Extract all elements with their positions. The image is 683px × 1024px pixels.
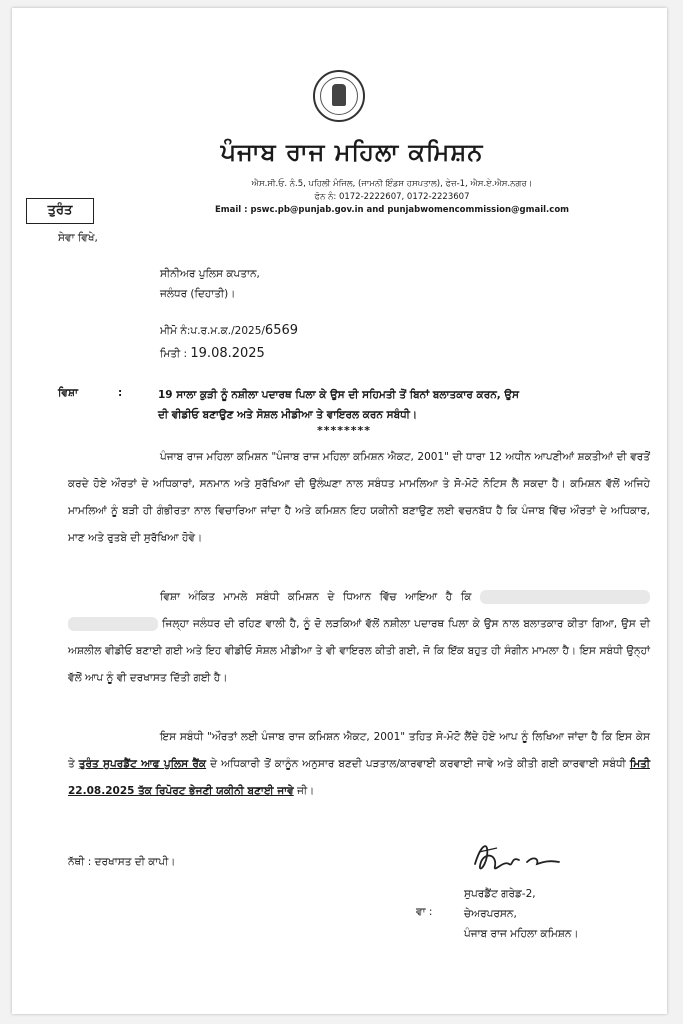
signature-block <box>464 884 579 944</box>
redacted-address <box>68 617 158 631</box>
paragraph-2-start: ਵਿਸ਼ਾ ਅੰਕਿਤ ਮਾਮਲੇ ਸਬੰਧੀ ਕਮਿਸ਼ਨ ਦੇ ਧਿਆਨ ਵਿੱਚ ਆਇਆ ਹੈ ਕਿ <box>160 591 472 603</box>
paragraph-3-middle: ਦੇ ਅਧਿਕਾਰੀ ਤੋਂ ਕਾਨੂੰਨ ਅਨੁਸਾਰ ਬਣਦੀ ਪੜਤਾਲ/ਕਾਰਵਾਈ ਕਰਵਾਈ ਜਾਵੇ ਅਤੇ ਕੀਤੀ ਗਈ ਕਾਰਵਾਈ ਸਬੰਧੀ <box>206 758 630 770</box>
subject-line-2: ਦੀ ਵੀਡੀਓ ਬਣਾਉਣ ਅਤੇ ਸੋਸ਼ਲ ਮੀਡੀਆ ਤੇ ਵਾਇਰਲ ਕਰਨ ਸਬੰਧੀ। <box>158 409 418 421</box>
paragraph-3-start: ਇਸ ਸਬੰਧੀ "ਔਰਤਾਂ ਲਈ ਪੰਜਾਬ ਰਾਜ ਕਮਿਸ਼ਨ ਐਕਟ, 2001" ਤਹਿਤ ਸੋ-ਮੋਟੋ ਲੈਂਦੇ ਹੋਏ ਆਪ ਨੂੰ ਲਿਖਿਆ ਜਾਂਦਾ ਹੈ ਕਿ ਇਸ ਕੇਸ ਤੇ <box>68 731 650 770</box>
paragraph-1: ਪੰਜਾਬ ਰਾਜ ਮਹਿਲਾ ਕਮਿਸ਼ਨ "ਪੰਜਾਬ ਰਾਜ ਮਹਿਲਾ ਕਮਿਸ਼ਨ ਐਕਟ, 2001" ਦੀ ਧਾਰਾ 12 ਅਧੀਨ ਆਪਣੀਆਂ ਸ਼ਕਤੀਆਂ ਦੀ ਵਰਤੋਂ ਕਰਦੇ ਹੋਏ ਔਰਤਾਂ ਦੇ ਅਧਿਕਾਰਾਂ, ਸਨਮਾਨ ਅਤੇ ਸੁਰੱਖਿਆ ਦੀ ਉਲੰਘਣਾ ਨਾਲ ਸਬੰਧਤ ਮਾਮਲਿਆ ਤੇ ਸੋ-ਮੋਟੋ ਨੋਟਿਸ ਲੈ ਸਕਦਾ ਹੈ। ਕਮਿਸ਼ਨ ਵੱਲੋਂ ਅਜਿਹੇ ਮਾਮਲਿਆਂ ਨੂੰ ਬੜੀ ਹੀ ਗੰਭੀਰਤਾ ਨਾਲ ਵਿਚਾਰਿਆ ਜਾਂਦਾ ਹੈ ਅਤੇ ਕਮਿਸ਼ਨ ਇਹ ਯਕੀਨੀ ਬਣਾਉਣ ਲਈ ਵਚਨਬੱਧ ਹੈ ਕਿ ਪੰਜਾਬ ਵਿੱਚ ਔਰਤਾਂ ਦੇ ਅਧਿਕਾਰ, ਮਾਣ ਅਤੇ ਰੁਤਬੇ ਦੀ ਸੁਰੱਖਿਆ ਹੋਵੇ। <box>68 451 650 544</box>
letterhead-email: Email : pswc.pb@punjab.gov.in and punjabwomencommission@gmail.com <box>214 205 570 215</box>
subject-line-1: 19 ਸਾਲਾ ਕੁੜੀ ਨੂੰ ਨਸ਼ੀਲਾ ਪਦਾਰਥ ਪਿਲਾ ਕੇ ਉਸ ਦੀ ਸਹਿਮਤੀ ਤੋਂ ਬਿਨਾਂ ਬਲਾਤਕਾਰ ਕਰਨ, ਉਸ <box>158 389 520 401</box>
recipient-location: ਜਲੰਧਰ (ਦਿਹਾਤੀ)। <box>160 288 236 300</box>
letterhead-phone: ਫੋਨ ਨੰ: 0172-2222607, 0172-2223607 <box>314 192 470 202</box>
redacted-name <box>480 590 650 604</box>
paragraph-3-end: ਜੀ। <box>293 785 315 797</box>
signature-commission: ਪੰਜਾਬ ਰਾਜ ਮਹਿਲਾ ਕਮਿਸ਼ਨ। <box>464 928 579 940</box>
subject-label: ਵਿਸ਼ਾ <box>58 387 78 399</box>
signature-chairperson: ਚੇਅਰਪਰਸਨ, <box>464 908 517 920</box>
subject-colon: : <box>118 387 123 399</box>
signature-designation: ਸੁਪਰਡੈਂਟ ਗਰੇਡ-2, <box>464 888 536 900</box>
memo-date <box>160 346 265 362</box>
paragraph-3-bold-deadline: ਮਿਤੀ 22.08.2025 ਤੱਕ ਰਿਪੋਰਟ ਭੇਜਣੀ ਯਕੀਨੀ ਬਣਾਈ ਜਾਵੇ <box>68 758 650 797</box>
memo-number-value: 6569 <box>264 323 299 338</box>
paragraph-3 <box>68 724 650 805</box>
letterhead-address: ਐਸ.ਸੀ.ਓ. ਨੰ.5, ਪਹਿਲੀ ਮੰਜਿਲ, (ਜਾਮਨੀ ਇੰਡਸ ਹਸਪਤਾਲ), ਫੇਜ਼-1, ਐਸ.ਏ.ਐਸ.ਨਗਰ। <box>251 179 533 189</box>
memo-label: ਮੀਮੋ ਨੰ:ਪ.ਰ.ਮ.ਕ./2025/ <box>160 325 265 337</box>
enclosure-note: ਨੱਥੀ : ਦਰਖਾਸਤ ਦੀ ਕਾਪੀ। <box>68 856 176 868</box>
subject-separator: ******** <box>317 424 372 437</box>
memo-date-value: 19.08.2025 <box>190 346 265 361</box>
handwritten-signature <box>467 834 577 884</box>
urgent-stamp: ਤੁਰੰਤ <box>26 198 94 224</box>
memo-number <box>160 323 298 339</box>
paragraph-2-rest: ਜਿਲ੍ਹਾ ਜਲੰਧਰ ਦੀ ਰਹਿਣ ਵਾਲੀ ਹੈ, ਨੂੰ ਦੋ ਲੜਕਿਆਂ ਵੱਲੋਂ ਨਸ਼ੀਲਾ ਪਦਾਰਥ ਪਿਲਾ ਕੇ ਉਸ ਨਾਲ ਬਲਾਤਕਾਰ ਕੀਤਾ ਗਿਆ, ਉਸ ਦੀ ਅਸ਼ਲੀਲ ਵੀਡੀਓ ਬਣਾਈ ਗਈ ਅਤੇ ਇਹ ਵੀਡੀਓ ਸੋਸ਼ਲ ਮੀਡੀਆ ਤੇ ਵੀ ਵਾਇਰਲ ਕੀਤੀ ਗਈ, ਜੋ ਕਿ ਇੱਕ ਬਹੁਤ ਹੀ ਸੰਗੀਨ ਮਾਮਲਾ ਹੈ। ਇਸ ਸਬੰਧੀ ਉਨ੍ਹਾਂ ਵੱਲੋਂ ਆਪ ਨੂੰ ਵੀ ਦਰਖਾਸਤ ਦਿੱਤੀ ਗਈ ਹੈ। <box>68 618 650 684</box>
memo-date-label: ਮਿਤੀ : <box>160 348 191 360</box>
recipient-title: ਸੀਨੀਅਰ ਪੁਲਿਸ ਕਪਤਾਨ, <box>160 268 260 280</box>
signature-for-label: ਵਾ : <box>416 906 433 918</box>
government-seal-icon <box>313 70 365 122</box>
letterhead-title: ਪੰਜਾਬ ਰਾਜ ਮਹਿਲਾ ਕਮਿਸ਼ਨ <box>220 138 484 166</box>
paragraph-3-bold-officer: ਤੁਰੰਤ ਸੁਪਰਡੈਂਟ ਆਫ ਪੁਲਿਸ ਰੈਂਕ <box>78 758 207 770</box>
paragraph-2 <box>68 584 650 692</box>
letter-page <box>12 8 667 1014</box>
recipient-block <box>160 266 260 302</box>
salutation: ਸੇਵਾ ਵਿਖੇ, <box>58 232 98 244</box>
subject-text <box>158 385 650 425</box>
letterhead-address-block <box>212 178 572 217</box>
